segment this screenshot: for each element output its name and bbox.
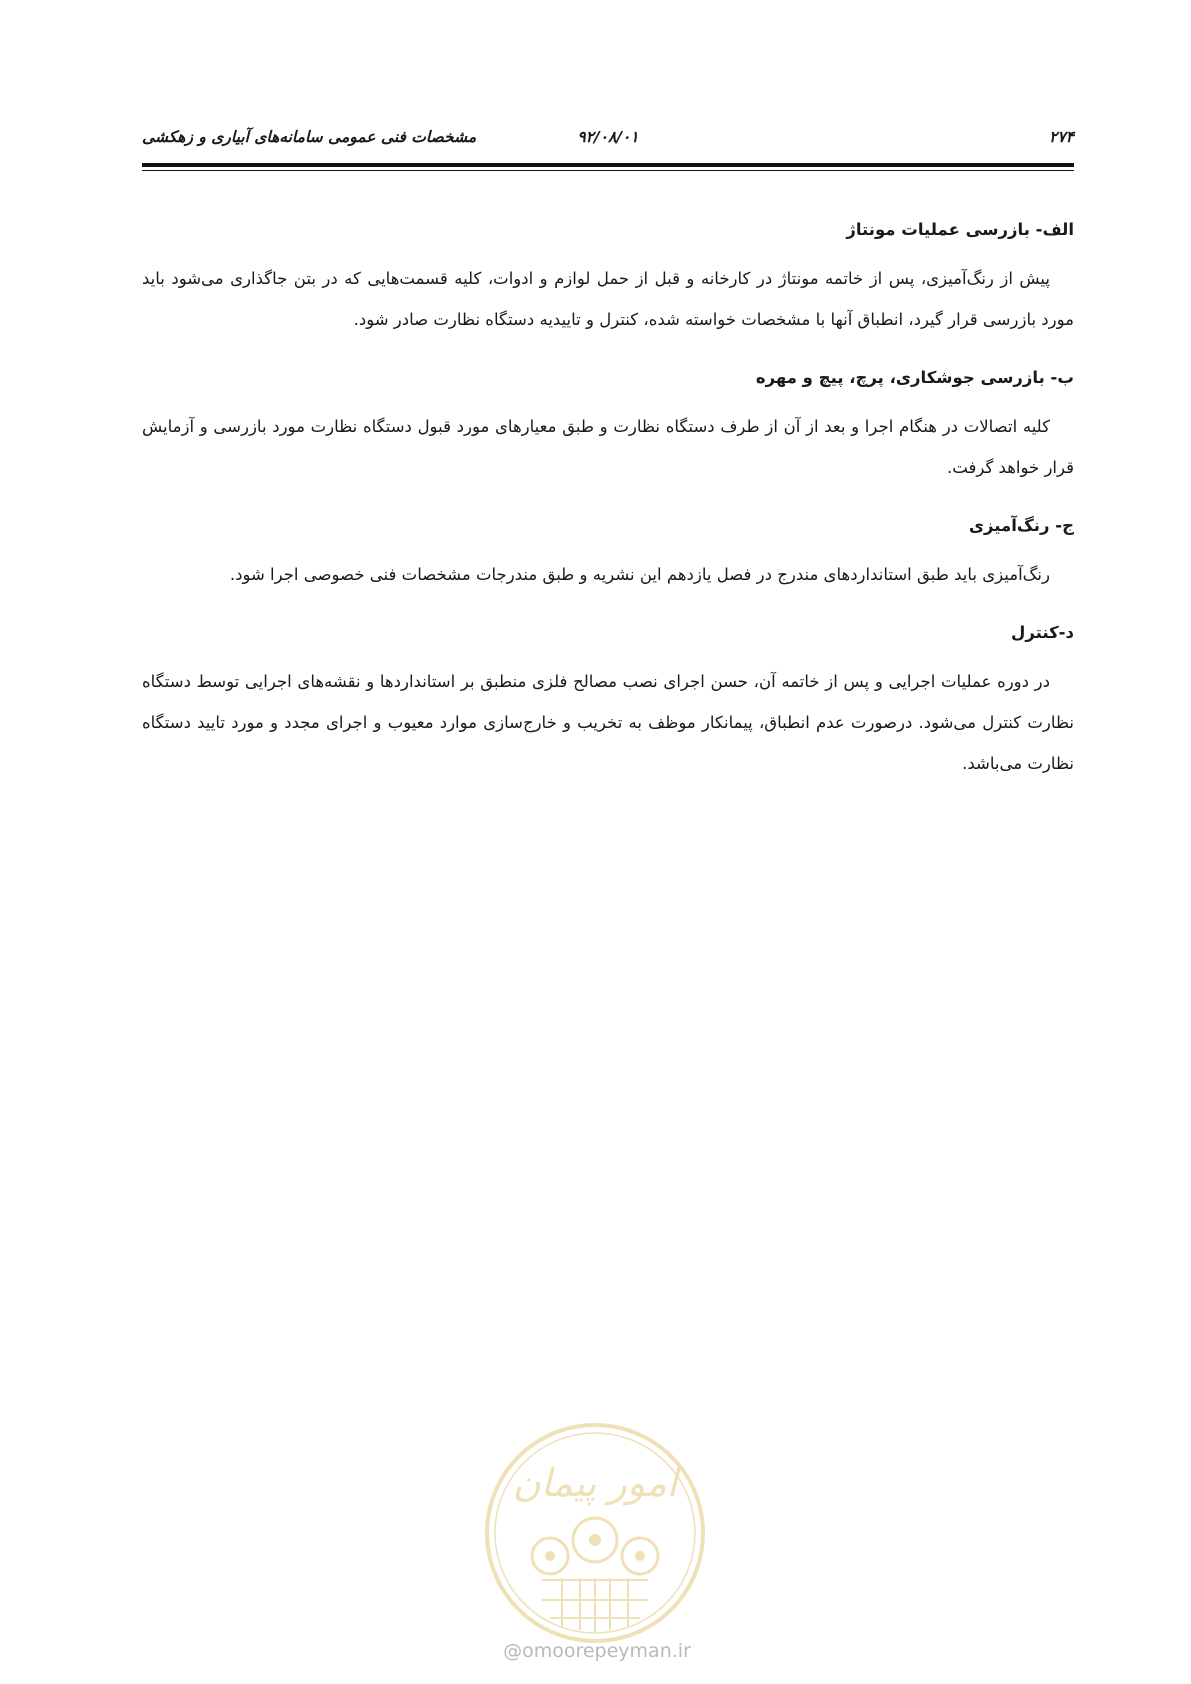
page-header: [142, 128, 1074, 154]
header-rule-thin: [142, 170, 1074, 171]
section-body: پیش از رنگ‌آمیزی، پس از خاتمه مونتاژ در کارخانه و قبل از حمل لوازم و ادوات، کلیه قسمت‌هایی که در بتن جاگذاری می‌شود باید مورد بازرسی قرار گیرد، انطباق آنها با مشخصات خواسته شده، کنترل و تاییدیه دستگاه نظارت صادر شود.: [142, 269, 1074, 329]
section-body: رنگ‌آمیزی باید طبق استانداردهای مندرج در فصل یازدهم این نشریه و طبق مندرجات مشخصات فنی خصوصی اجرا شود.: [229, 565, 1050, 584]
page-content: [142, 216, 1074, 808]
header-date: ۹۲/۰۸/۰۱: [577, 128, 639, 146]
header-rule-thick: [142, 163, 1074, 167]
section-heading: ب- بازرسی جوشکاری، پرچ، پیچ و مهره: [755, 368, 1074, 387]
section-control: [142, 619, 1074, 784]
section-body: کلیه اتصالات در هنگام اجرا و بعد از آن از طرف دستگاه نظارت و طبق معیارهای مورد قبول دستگاه نظارت مورد بازرسی و آزمایش قرار خواهد گرفت.: [142, 417, 1074, 477]
section-heading: ج- رنگ‌آمیزی: [968, 516, 1074, 535]
section-welding-inspection: [142, 364, 1074, 488]
section-body: در دوره عملیات اجرایی و پس از خاتمه آن، حسن اجرای نصب مصالح فلزی منطبق بر استانداردها و نقشه‌های اجرایی توسط دستگاه نظارت کنترل می‌شود. درصورت عدم انطباق، پیمانکار موظف به تخریب و خارج‌سازی موارد معیوب و اجرای مجدد و مورد تایید دستگاه نظارت می‌باشد.: [142, 672, 1074, 773]
page-number: ۲۷۴: [1049, 128, 1074, 146]
section-heading: د-کنترل: [1011, 623, 1074, 642]
watermark-seal-text: امور پیمان: [512, 1461, 678, 1505]
watermark-url: @omoorepeyman.ir: [503, 1640, 691, 1662]
section-assembly-inspection: [142, 216, 1074, 340]
document-title: مشخصات فنی عمومی سامانه‌های آبیاری و زهکشی: [142, 128, 477, 146]
watermark-seal-icon: [480, 1418, 710, 1648]
section-heading: الف- بازرسی عملیات مونتاژ: [846, 220, 1074, 239]
section-painting: [142, 512, 1074, 595]
